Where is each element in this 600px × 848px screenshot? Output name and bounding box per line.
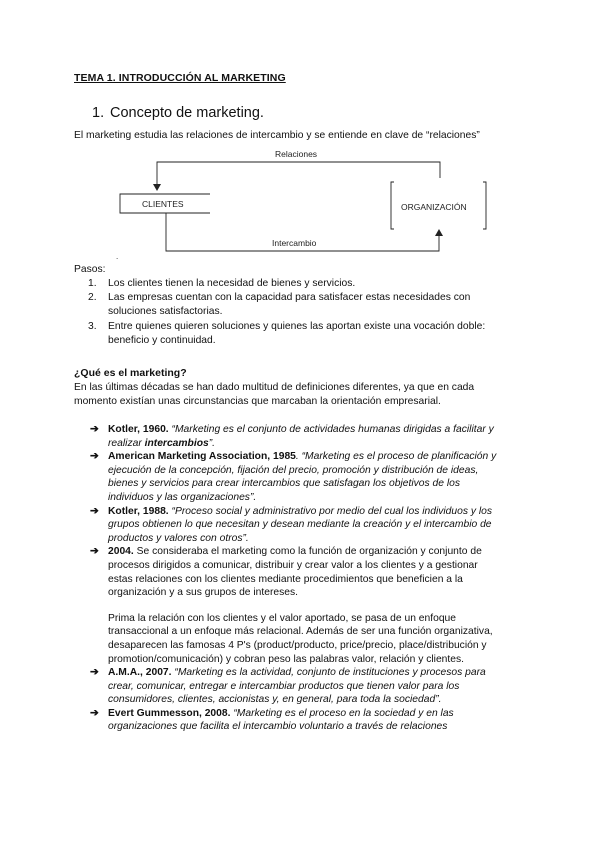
step-text-cont: soluciones satisfactorias. [108, 306, 223, 318]
definition-emphasis: intercambios [144, 437, 209, 449]
paragraph-line: Prima la relación con los clientes y el valor aportado, se pasa de un enfoque [108, 612, 457, 624]
step-number: 3. [88, 320, 97, 332]
definition-author: Kotler, 1988. [108, 505, 169, 517]
relaciones-label: Relaciones [275, 149, 318, 159]
definition-text: . “Marketing es el proceso de planificación y [295, 451, 497, 463]
definition-text: organizaciones que facilita el intercambio voluntario a través de relaciones [108, 721, 448, 733]
definition-kotler-1960 [90, 423, 540, 450]
organizacion-label: ORGANIZACIÓN [401, 202, 467, 212]
intercambio-label: Intercambio [272, 238, 317, 248]
paragraph-line: desaparecen las famosas 4 P's (product/producto, price/precio, place/distribución y [108, 639, 487, 651]
list-item [74, 291, 485, 319]
section-heading-text: Concepto de marketing. [110, 105, 264, 121]
definition-author: American Marketing Association, 1985 [108, 451, 296, 463]
organizacion-bracket-left [391, 182, 394, 229]
arrow-icon: ➔ [90, 667, 99, 679]
paragraph-line: promotion/comunicación) y cobran peso las palabras valor, relación y clientes. [108, 653, 464, 665]
clientes-label: CLIENTES [142, 199, 184, 209]
definition-text: realizar [108, 437, 145, 449]
definitions-list [90, 423, 540, 734]
intro-paragraph: El marketing estudia las relaciones de intercambio y se entiende en clave de “relaciones” [74, 130, 480, 141]
definition-text: consumidores, clientes, accionistas y, en general, para toda la sociedad”. [108, 694, 442, 706]
definition-text: ”. [208, 437, 216, 449]
definition-text: productos y valores con otros”. [108, 532, 249, 544]
question-heading: ¿Qué es el marketing? [74, 367, 187, 379]
step-text-cont: beneficio y continuidad. [108, 334, 216, 346]
definition-2004 [90, 545, 540, 599]
definition-text: grupos obtienen lo que necesitan y desean mediante la creación y el intercambio de [108, 519, 492, 531]
question-paragraph [74, 381, 534, 409]
definition-ama-2007 [90, 666, 540, 707]
arrow-icon: ➔ [90, 424, 99, 435]
steps-block [74, 263, 485, 348]
definition-text: organización y a sus grupos de intereses. [108, 587, 299, 599]
definition-text: crear, comunicar, entregar e intercambiar productos que tienen valor para los [108, 680, 460, 692]
definition-text: “Marketing es el proceso en la sociedad y en las [230, 707, 454, 719]
definition-text: “Proceso social y administrativo por medio del cual los individuos y los [168, 505, 493, 517]
organizacion-bracket-right [483, 182, 486, 229]
paragraph-line: transaccional a un enfoque más relacional. Además de ser una función organizativa, [108, 626, 493, 638]
step-number: 2. [88, 292, 97, 304]
list-item [74, 320, 485, 348]
arrow-icon: ➔ [90, 451, 99, 463]
definition-ama-1985 [90, 450, 540, 504]
definition-text: “Marketing es el conjunto de actividades humanas dirigidas a facilitar y [168, 424, 494, 435]
definition-kotler-1988 [90, 505, 540, 546]
arrow-icon: ➔ [90, 707, 99, 719]
relaciones-connector [157, 162, 440, 186]
question-text-line: En las últimas décadas se han dado multitud de definiciones diferentes, ya que en cada [74, 382, 475, 393]
arrow-icon: ➔ [90, 546, 99, 558]
relationship-diagram [0, 0, 600, 270]
definition-text: “Marketing es la actividad, conjunto de instituciones y procesos para [171, 667, 486, 679]
step-number: 1. [88, 278, 97, 289]
definition-author: Evert Gummesson, 2008. [108, 707, 231, 719]
definition-gummesson-2008 [90, 707, 540, 734]
intercambio-arrowhead [435, 229, 443, 236]
step-text: Los clientes tienen la necesidad de bienes y servicios. [108, 278, 356, 289]
relational-paragraph [90, 612, 540, 666]
definition-author: 2004. [108, 546, 134, 558]
definition-author: Kotler, 1960. [108, 424, 169, 435]
definition-author: A.M.A., 2007. [108, 667, 172, 679]
question-text-line: momento existían unas circunstancias que marcaban la orientación empresarial. [74, 396, 441, 407]
definition-text: ejecución de la concepción, fijación del precio, promoción y distribución de ideas, [108, 464, 479, 476]
definition-text: bienes y servicios para crear intercambios que satisfagan los objetivos de los [108, 478, 460, 490]
section-number: 1. [92, 105, 105, 121]
definition-text: Se consideraba el marketing como la función de organización y conjunto de [133, 546, 482, 558]
step-text: Las empresas cuentan con la capacidad para satisfacer estas necesidades con [108, 292, 471, 304]
arrow-icon: ➔ [90, 505, 99, 517]
definition-text: procesos dirigidos a comunicar, distribuir y crear valor a los clientes y a gestionar [108, 559, 478, 571]
page-title: TEMA 1. INTRODUCCIÓN AL MARKETING [74, 72, 286, 84]
steps-label: Pasos: [74, 264, 106, 275]
relaciones-arrowhead [153, 184, 161, 191]
stray-dot: . [116, 252, 119, 261]
list-item [74, 277, 485, 291]
definition-text: individuos y las organizaciones”. [108, 491, 257, 503]
steps-list [74, 277, 485, 348]
definition-text: estas relaciones con los clientes mediante procedimientos que beneficien a la [108, 573, 463, 585]
step-text: Entre quienes quieren soluciones y quienes las aportan existe una vocación doble: [108, 320, 486, 332]
